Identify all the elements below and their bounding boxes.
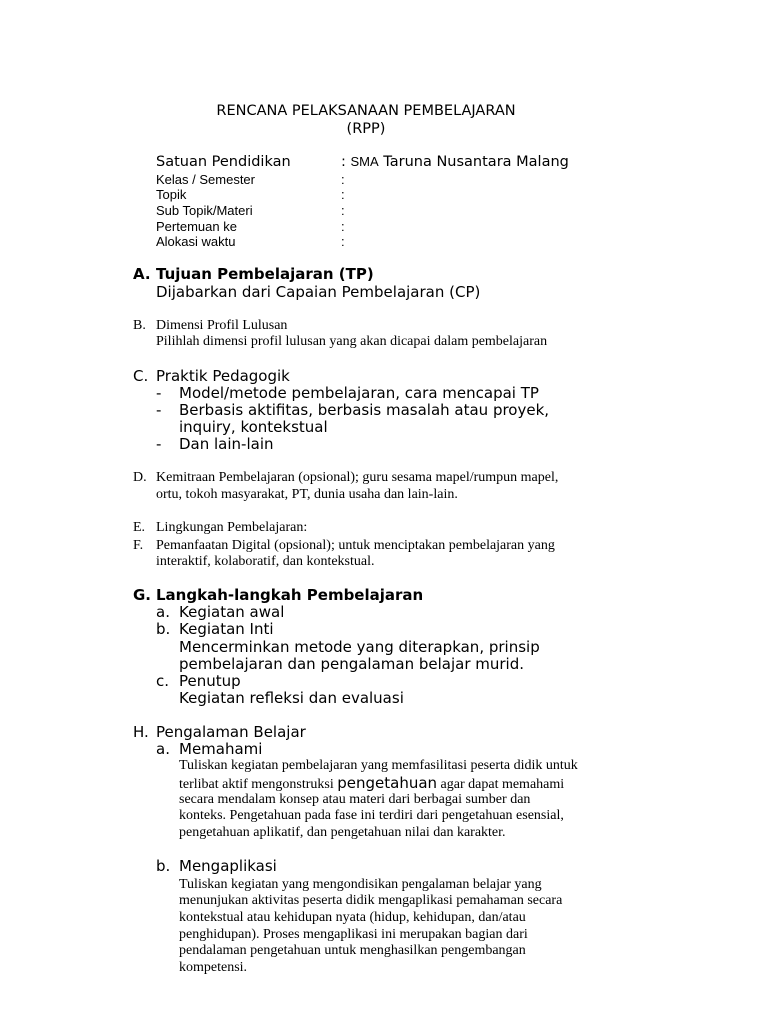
section-f-line: Pemanfaatan Digital (opsional); untuk menciptakan pembelajaran yang (156, 538, 555, 553)
item-desc: kompetensi. (179, 960, 248, 975)
section-a-heading: Tujuan Pembelajaran (TP) (156, 265, 374, 283)
item-desc: konteks. Pengetahuan pada fase ini terdiri dari pengetahuan esensial, (179, 808, 564, 823)
bullet-text: Model/metode pembelajaran, cara mencapai TP (179, 384, 539, 402)
section-d-line: Kemitraan Pembelajaran (opsional); guru sesama mapel/rumpun mapel, (156, 470, 559, 485)
item-desc: Tuliskan kegiatan pembelajaran yang memfasilitasi peserta didik untuk (179, 758, 578, 773)
item-marker: b. (156, 857, 171, 875)
section-d-marker: D. (133, 470, 147, 485)
section-e-line: Lingkungan Pembelajaran: (156, 520, 308, 535)
item-label: Memahami (179, 740, 263, 758)
bullet-dash: - (156, 384, 162, 402)
section-g-heading: Langkah-langkah Pembelajaran (156, 586, 424, 604)
bullet-dash: - (156, 435, 162, 453)
section-e-marker: E. (133, 520, 146, 535)
info-row-colon: : (341, 172, 345, 187)
section-f-line: interaktif, kolaboratif, dan kontekstual. (156, 554, 375, 569)
info-row-colon: : (341, 219, 345, 234)
item-label: Kegiatan awal (179, 603, 285, 621)
info-row-colon: : (341, 187, 345, 202)
item-marker: b. (156, 620, 171, 638)
section-g-marker: G. (133, 586, 152, 604)
section-h-marker: H. (133, 723, 149, 741)
info-row-label: Topik (156, 187, 187, 202)
item-desc: menunjukan aktivitas peserta didik mengaplikasi pemahaman secara (179, 893, 563, 908)
satuan-label: Satuan Pendidikan (156, 154, 291, 170)
section-b-marker: B. (133, 318, 146, 333)
info-row-label: Sub Topik/Materi (156, 203, 253, 218)
item-desc: secara mendalam konsep atau materi dari berbagai sumber dan (179, 792, 531, 807)
doc-subtitle: (RPP) (346, 121, 386, 137)
item-marker: a. (156, 603, 170, 621)
item-desc: pendalaman pengetahuan untuk menghasilkan pengembangan (179, 943, 526, 958)
section-c-heading: Praktik Pedagogik (156, 367, 290, 385)
bullet-text: inquiry, kontekstual (179, 418, 328, 436)
item-desc: pengetahuan aplikatif, dan pengetahuan nilai dan karakter. (179, 825, 506, 840)
item-desc: kontekstual atau kehidupan nyata (hidup, kehidupan, dan/atau (179, 910, 526, 925)
section-a-marker: A. (133, 265, 151, 283)
section-h-heading: Pengalaman Belajar (156, 723, 306, 741)
section-a-desc: Dijabarkan dari Capaian Pembelajaran (CP) (156, 283, 481, 301)
item-desc: penghidupan). Proses mengaplikasi ini merupakan bagian dari (179, 927, 528, 942)
info-row-label: Pertemuan ke (156, 219, 237, 234)
info-row-colon: : (341, 234, 345, 249)
doc-title: RENCANA PELAKSANAAN PEMBELAJARAN (216, 103, 516, 119)
section-b-heading: Dimensi Profil Lulusan (156, 318, 288, 333)
satuan-value: : SMA Taruna Nusantara Malang (341, 154, 569, 170)
item-label: Kegiatan Inti (179, 620, 274, 638)
item-label: Penutup (179, 672, 241, 690)
section-b-desc: Pilihlah dimensi profil lulusan yang akan dicapai dalam pembelajaran (156, 334, 548, 349)
item-desc: Tuliskan kegiatan yang mengondisikan pengalaman belajar yang (179, 877, 542, 892)
item-label: Mengaplikasi (179, 857, 277, 875)
info-row-label: Alokasi waktu (156, 234, 236, 249)
item-desc: Mencerminkan metode yang diterapkan, prinsip (179, 638, 540, 656)
info-row-label: Kelas / Semester (156, 172, 255, 187)
item-desc: terlibat aktif mengonstruksi pengetahuan agar dapat memahami (179, 774, 565, 792)
section-c-marker: C. (133, 367, 149, 385)
item-marker: a. (156, 740, 170, 758)
bullet-text: Dan lain-lain (179, 435, 274, 453)
item-marker: c. (156, 672, 170, 690)
bullet-dash: - (156, 401, 162, 419)
info-row-colon: : (341, 203, 345, 218)
section-d-line: ortu, tokoh masyarakat, PT, dunia usaha dan lain-lain. (156, 487, 458, 502)
item-desc: Kegiatan refleksi dan evaluasi (179, 689, 404, 707)
bullet-text: Berbasis aktifitas, berbasis masalah atau proyek, (179, 401, 550, 419)
item-desc: pembelajaran dan pengalaman belajar murid. (179, 655, 525, 673)
section-f-marker: F. (133, 538, 144, 553)
